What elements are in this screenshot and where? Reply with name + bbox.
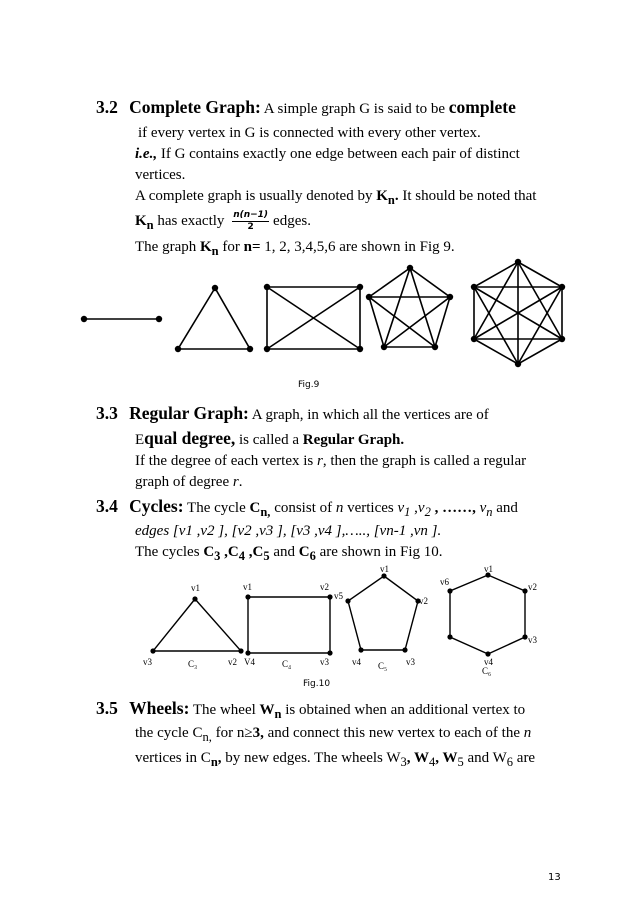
subscript: n xyxy=(486,505,493,519)
body-text: , W xyxy=(435,750,458,766)
subscript: 2 xyxy=(424,505,431,519)
body-text: has exactly xyxy=(153,212,225,229)
graph-name-label: C₅ xyxy=(378,661,388,671)
ie-label: i.e., xyxy=(135,146,158,162)
section-number: 3.4 xyxy=(96,496,118,516)
vertex-label: v4 xyxy=(484,657,493,667)
italic-term: v xyxy=(479,500,487,516)
bold-term: K xyxy=(199,239,212,255)
body-text: . xyxy=(238,474,243,490)
section-3-5-heading-line xyxy=(96,698,525,724)
fraction-denominator: 2 xyxy=(247,222,254,232)
body-text: is called a xyxy=(235,432,303,448)
italic-term: v xyxy=(397,500,405,516)
section-number: 3.3 xyxy=(96,403,118,423)
graph-name-label: C₄ xyxy=(282,659,292,669)
subscript: 1 xyxy=(404,505,411,519)
subscript: 5 xyxy=(263,549,270,563)
body-text: vertices in C xyxy=(135,750,211,766)
body-text: The wheel xyxy=(189,702,260,718)
bold-term: complete xyxy=(448,97,516,117)
body-text: and connect this new vertex to each of the xyxy=(263,725,524,741)
body-text: by new edges. The wheels W xyxy=(221,750,401,766)
body-text: , then the graph is called a regular xyxy=(322,453,527,469)
section-title: Regular Graph: xyxy=(129,403,249,423)
bold-term: K xyxy=(376,188,388,204)
body-text: It should be noted that xyxy=(398,188,537,204)
subscript: 4 xyxy=(238,549,245,563)
body-text: , ……, xyxy=(430,500,480,516)
vertex-label: v2 xyxy=(228,657,237,667)
body-line: edges [v1 ,v2 ], [v2 ,v3 ], [v3 ,v4 ],….., [vn-1 ,vn ]. xyxy=(135,523,442,539)
subscript: n, xyxy=(260,505,271,519)
vertex-label: v4 xyxy=(352,657,361,667)
subscript: n xyxy=(211,244,219,258)
body-line: if every vertex in G is connected with every other vertex. xyxy=(138,125,481,141)
body-text: vertices xyxy=(343,500,398,516)
vertex-label: v1 xyxy=(484,564,493,574)
body-text: The graph xyxy=(135,239,200,255)
bold-term: ,C xyxy=(245,544,264,560)
vertex-label: v3 xyxy=(528,635,537,645)
body-text: The cycle xyxy=(183,500,250,516)
bold-term: C xyxy=(298,544,310,560)
body-text: A graph, in which all the vertices are of xyxy=(248,407,489,423)
italic-term: n xyxy=(335,500,344,516)
graph-name-label: C₆ xyxy=(482,666,492,676)
bold-term: C xyxy=(249,500,261,516)
vertex-label: v1 xyxy=(191,583,200,593)
vertex-label: v2 xyxy=(528,582,537,592)
section-title: Complete Graph: xyxy=(129,97,261,117)
bold-term: n= xyxy=(243,239,261,255)
body-text: A simple graph G is said to be xyxy=(263,101,449,117)
body-text: The cycles xyxy=(135,544,204,560)
body-text: , W xyxy=(406,750,429,766)
body-text: consist of xyxy=(270,500,336,516)
body-text: and W xyxy=(463,750,507,766)
body-text: edges. xyxy=(273,212,311,229)
fraction-numerator: n(n−1) xyxy=(233,210,269,220)
subscript: n xyxy=(210,755,218,769)
subscript: n xyxy=(387,193,395,207)
body-text: 1, 2, 3,4,5,6 are shown in Fig 9. xyxy=(260,239,455,255)
body-text: A complete graph is usually denoted by xyxy=(135,188,377,204)
bold-term: C xyxy=(203,544,215,560)
section-number: 3.2 xyxy=(96,97,118,117)
body-text: graph of degree xyxy=(135,474,233,490)
vertex-label: V4 xyxy=(244,657,255,667)
vertex-label: v3 xyxy=(406,657,415,667)
subscript: 3 xyxy=(214,549,221,563)
graph-name-label: C₃ xyxy=(188,659,198,669)
body-line: vertices. xyxy=(135,167,186,183)
body-line xyxy=(135,723,531,747)
subscript: n, xyxy=(202,730,212,744)
body-text: for n≥ xyxy=(211,725,253,741)
vertex-label: v6 xyxy=(440,577,449,587)
subscript: n xyxy=(146,217,154,232)
subscript: n xyxy=(274,707,282,721)
italic-term: r xyxy=(232,474,239,490)
body-text: are shown in Fig 10. xyxy=(315,544,443,560)
vertex-label: v1 xyxy=(380,564,389,574)
body-text: for xyxy=(218,239,244,255)
vertex-label: v3 xyxy=(143,657,152,667)
body-text: . xyxy=(394,188,399,204)
section-number: 3.5 xyxy=(96,698,118,718)
body-text: the cycle C xyxy=(135,725,203,741)
vertex-label: v5 xyxy=(334,591,343,601)
body-text: E xyxy=(135,432,145,448)
bold-term: ,C xyxy=(220,544,239,560)
subscript: 5 xyxy=(457,755,464,769)
body-text: are xyxy=(513,750,536,766)
body-text: If G contains exactly one edge between each pair of distinct xyxy=(157,146,520,162)
bold-term: 3, xyxy=(252,725,264,741)
subscript: 6 xyxy=(506,755,514,769)
bold-term: Regular Graph. xyxy=(302,432,405,448)
subscript: 3 xyxy=(400,755,407,769)
vertex-label: v1 xyxy=(243,582,252,592)
section-title: Wheels: xyxy=(129,698,190,718)
body-text: , xyxy=(410,500,418,516)
italic-term: r xyxy=(317,453,323,469)
body-text: , xyxy=(217,750,222,766)
vertex-label: v2 xyxy=(419,596,428,606)
body-text: and xyxy=(492,500,518,516)
body-line xyxy=(135,748,535,772)
body-text: is obtained when an additional vertex to xyxy=(281,702,526,718)
body-text: and xyxy=(269,544,299,560)
section-title: Cycles: xyxy=(129,496,184,516)
subscript: 4 xyxy=(429,755,436,769)
italic-term: n xyxy=(523,725,532,741)
figure-9-caption: Fig.9 xyxy=(298,380,320,390)
bold-term: qual degree, xyxy=(144,428,236,448)
bold-term: W xyxy=(259,702,275,718)
figure-10-caption: Fig.10 xyxy=(303,679,331,689)
bold-term: K xyxy=(135,212,147,229)
vertex-label: v2 xyxy=(320,582,329,592)
page-number: 13 xyxy=(548,872,561,883)
subscript: 6 xyxy=(309,549,316,563)
body-text: If the degree of each vertex is xyxy=(135,453,317,469)
vertex-label: v3 xyxy=(320,657,329,667)
italic-term: v xyxy=(417,500,425,516)
